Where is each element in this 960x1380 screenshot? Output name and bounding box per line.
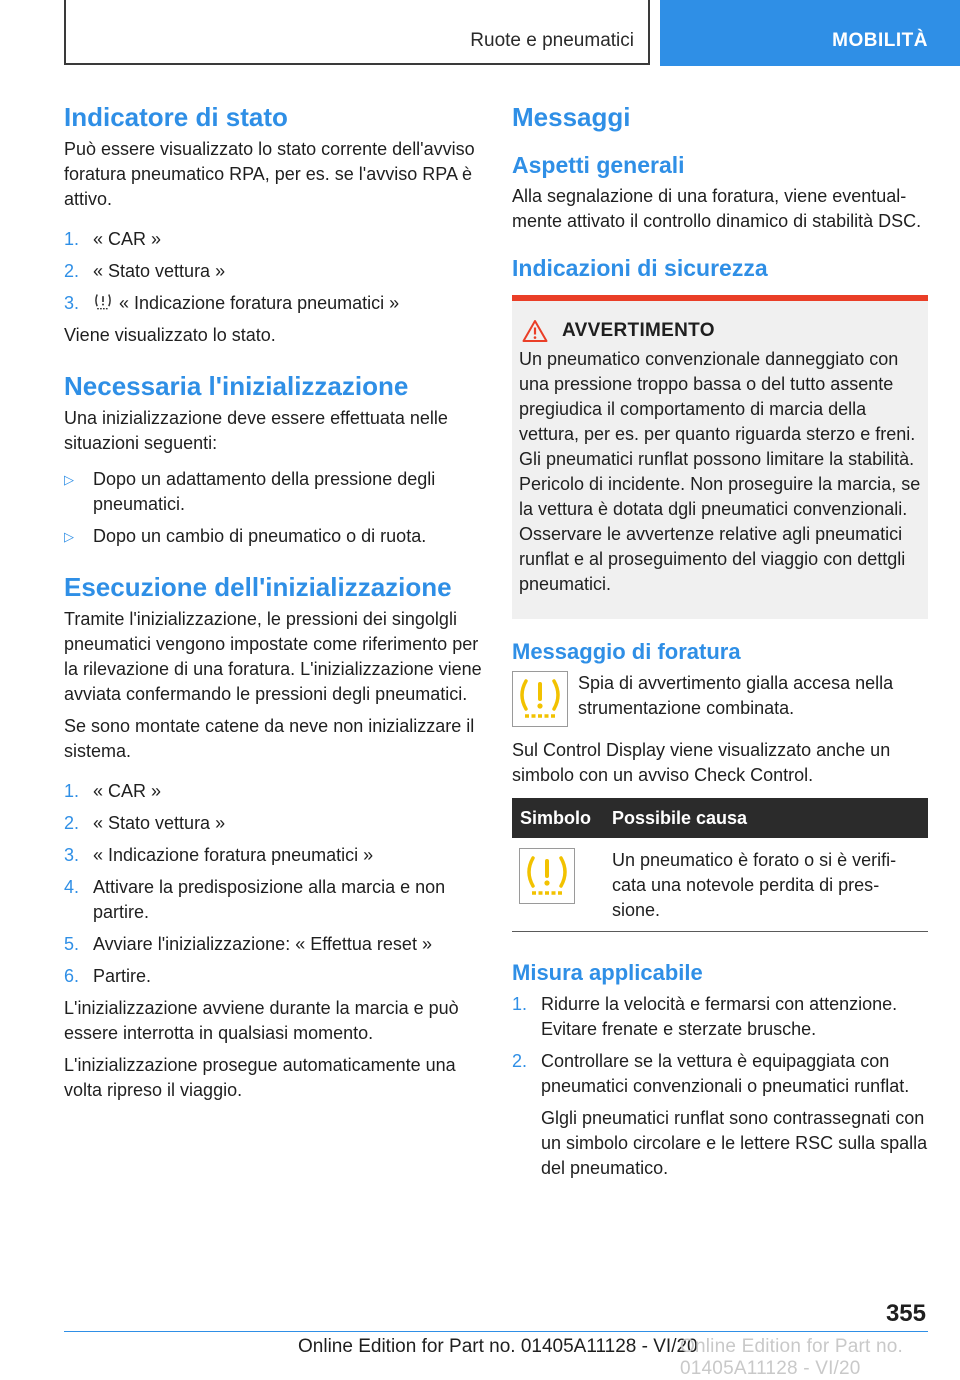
status-result: Viene visualizzato lo stato. <box>64 325 276 345</box>
list-item: 2. « Stato vettura » <box>64 261 226 281</box>
exec-paragraph-2: Se sono montate catene da neve non inizializzare il sistema. <box>64 716 475 761</box>
column-header-cause: Possibile causa <box>604 798 928 838</box>
page-header <box>0 0 960 66</box>
list-item: 3. « Indicazione foratura pneumatici » <box>64 845 374 865</box>
flat-message-row <box>512 671 928 728</box>
tpms-symbol <box>519 848 575 904</box>
warning-title: AVVERTIMENTO <box>562 320 715 341</box>
measure-steps <box>512 992 928 1099</box>
list-item: 4. Attivare la predisposizione alla marcia e non partire. <box>64 877 446 922</box>
measure-note: Glgli pneumatici runflat sono contrassegnati con un simbolo circolare e le lettere RSC sulla spalla del pneumatico. <box>541 1108 928 1178</box>
exec-steps <box>64 779 482 989</box>
left-column <box>64 100 482 1110</box>
list-item: 3. « Indicazione foratura pneumatici » <box>64 293 400 313</box>
status-steps <box>64 227 482 316</box>
table-row <box>512 838 928 932</box>
list-item: ▷ Dopo un adattamento della pressione degli pneumatici. <box>64 469 436 514</box>
list-item: 1. Ridurre la velocità e fermarsi con attenzione. Evitare frenate e sterzate brusche. <box>512 994 898 1039</box>
tire-pressure-warning-icon <box>516 675 564 723</box>
exec-paragraph-3: L'inizializzazione avviene durante la marcia e può essere interrotta in qualsiasi momento. <box>64 998 459 1043</box>
warning-header <box>519 319 921 343</box>
exec-paragraph-4: L'inizializzazione prosegue automaticamente una volta ripreso il viaggio. <box>64 1055 456 1100</box>
heading-measure: Misura applicabile <box>512 960 703 985</box>
status-paragraph: Può essere visualizzato lo stato corrente dell'avviso foratura pneumatico RPA, per es. se l'avviso RPA è attivo. <box>64 139 475 209</box>
heading-messages: Messaggi <box>512 102 631 132</box>
page-number: 355 <box>885 1300 926 1327</box>
list-item: ▷ Dopo un cambio di pneumatico o di ruota. <box>64 526 427 546</box>
heading-exec: Esecuzione dell'inizializzazione <box>64 572 452 602</box>
footer-divider <box>64 1331 928 1332</box>
exec-paragraph-1: Tramite l'inizializzazione, le pressioni dei singolgli pneumatici vengono impostate come riferimento per la rilevazione di una foratura. L'inizializzazione viene avviata confermando le pressioni degli pneumatici. <box>64 609 482 704</box>
tire-pressure-warning-icon <box>523 852 571 900</box>
footer-edition: Online Edition for Part no. 01405A11128 - VI/20 <box>298 1336 698 1357</box>
chapter-title: Ruote e pneumatici <box>470 30 634 51</box>
footer-watermark: Online Edition for Part no. 01405A11128 - VI/20 <box>680 1336 903 1379</box>
section-tab[interactable] <box>660 0 960 66</box>
heading-safety: Indicazioni di sicurezza <box>512 255 768 281</box>
list-item: 2. « Stato vettura » <box>64 813 226 833</box>
warning-text: Un pneumatico convenzionale danneggiato con una pressione troppo bassa o del tutto assente pregiudica il comportamento di marcia della vettura, per es. per quanto riguarda sterzo e freni. Gli pneumatici runflat possono limitare la stabilità. Pericolo di incidente. Non proseguire la marcia, se la vettura è dotata dgli pneumatici convenzionali. Osservare le avvertenze relative agli pneumatici runflat e al proseguimento del viaggio con dettgli pneumatici. <box>519 349 921 594</box>
tpms-warning-light <box>512 671 568 727</box>
list-item: 6. Partire. <box>64 966 152 986</box>
symbol-cell <box>512 838 604 932</box>
table-header-row <box>512 798 928 838</box>
heading-general: Aspetti generali <box>512 152 685 178</box>
heading-needed: Necessaria l'inizializzazione <box>64 371 409 401</box>
flat-message-text: Spia di avvertimento gialla accesa nella strumentazione combinata. <box>578 673 894 718</box>
heading-status: Indicatore di stato <box>64 102 288 132</box>
heading-flat-message: Messaggio di foratura <box>512 639 741 664</box>
tire-pressure-warning-icon <box>93 292 113 312</box>
symbol-table <box>512 798 928 932</box>
list-item: 2. Controllare se la vettura è equipaggiata con pneumatici convenzionali o pneumatici runflat. <box>512 1051 910 1096</box>
general-paragraph: Alla segnalazione di una foratura, viene eventualmente attivato il controllo dinamico di stabilità DSC. <box>512 186 922 231</box>
section-title: MOBILITÀ <box>832 30 928 51</box>
list-item: 1. « CAR » <box>64 229 162 249</box>
flat-message-display: Sul Control Display viene visualizzato anche un simbolo con un avviso Check Control. <box>512 740 891 785</box>
needed-paragraph: Una inizializzazione deve essere effettuata nelle situazioni seguenti: <box>64 408 448 453</box>
needed-bullets <box>64 467 482 549</box>
chapter-box <box>64 0 650 65</box>
column-header-symbol: Simbolo <box>512 798 604 838</box>
list-item: 5. Avviare l'inizializzazione: « Effettua reset » <box>64 934 432 954</box>
list-item: 1. « CAR » <box>64 781 162 801</box>
cause-cell: Un pneumatico è forato o si è verificata una notevole perdita di pressione. <box>604 838 928 932</box>
warning-triangle-icon <box>522 319 548 343</box>
warning-box <box>512 295 928 619</box>
right-column <box>512 100 928 1188</box>
